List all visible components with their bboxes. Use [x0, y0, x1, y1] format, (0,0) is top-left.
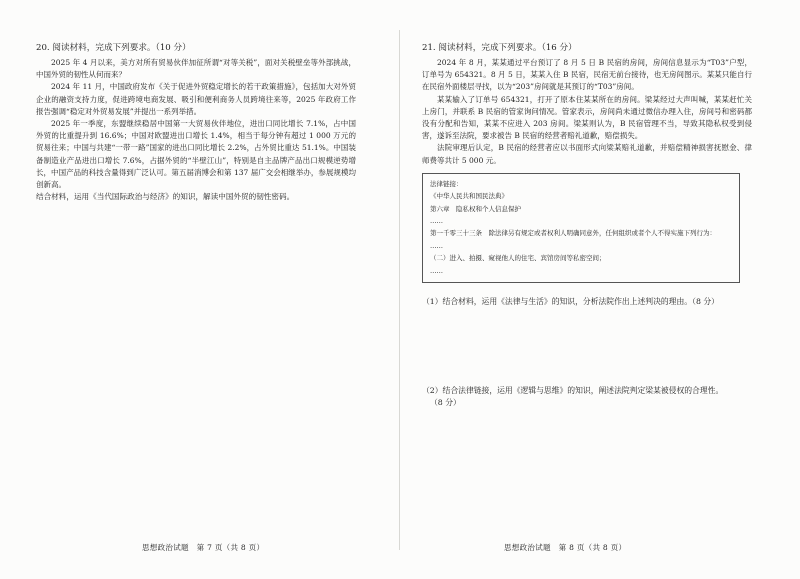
law-book-title: 《中华人民共和国民法典》	[430, 192, 508, 201]
paragraph: 2024 年 8 月，某某通过平台预订了 8 月 5 日 B 民宿的房间，房间信息显示为“T03”户型，订单号为 654321。8 月 5 日，某某入住 B 民宿，民宿无前台接待，也无房间图示。某某只能自行在民宿外面楼层寻找，以为“203”房间就是其预订的“T03”房间。	[422, 58, 752, 92]
paragraph: 2025 年 4 月以来，美方对所有贸易伙伴加征所谓“对等关税”，面对关税壁垒等外部挑战，中国外贸的韧性从何而来？	[36, 58, 356, 80]
law-ellipsis: ……	[430, 217, 443, 226]
page-footer-right: 思想政治试题 第 8 页（共 8 页）	[504, 543, 627, 552]
question-21	[422, 42, 752, 283]
law-box-title: 法律链接：	[430, 179, 463, 188]
law-ellipsis: ……	[430, 241, 443, 250]
right-page	[400, 0, 800, 579]
question-20-heading: 20. 阅读材料，完成下列要求。（10 分）	[36, 43, 191, 53]
question-21-heading: 21. 阅读材料，完成下列要求。（16 分）	[422, 43, 577, 53]
law-ellipsis: ……	[430, 266, 443, 275]
paragraph: 2024 年 11 月，中国政府发布《关于促进外贸稳定增长的若干政策措施》，包括加大对外贸企业的融资支持力度，促进跨境电商发展、吸引和便利商务人员跨境往来等，2025 年政府工作报告强调“稳定对外贸易发展”并提出一系列举措。	[36, 82, 356, 116]
paragraph: 2025 年一季度，东盟继续稳居中国第一大贸易伙伴地位，进出口同比增长 7.1%，占中国外贸的比重提升到 16.6%；中国对欧盟进出口增长 1.4%，相当于每分钟有超过 1 000 万元的贸易往来；中国与共建“一带一路”国家的进出口同比增长 2.2%，占外贸比重达 51.1%。中国装备制造业产品进出口增长 7.6%，占据外贸的“半壁江山”，特别是自主品牌产品出口规模逆势增长，中国产品的科技含量得到广泛认可。第五届消博会和第 137 届广交会相继举办，参展规模均创新高。	[36, 119, 356, 190]
sub-question-1	[422, 296, 752, 308]
sub-question-2-points: （8 分）	[430, 398, 461, 408]
sub-question-1-text: （1）结合材料，运用《法律与生活》的知识，分析法院作出上述判决的理由。（8 分）	[422, 297, 719, 306]
question-20-task: 结合材料，运用《当代国际政治与经济》的知识，解读中国外贸的韧性密码。	[36, 192, 295, 202]
law-article: 第一千零三十三条 除法律另有规定或者权利人明确同意外，任何组织或者个人不得实施下列行为：	[430, 229, 716, 238]
law-item: （二）进入、拍摄、窥视他人的住宅、宾馆房间等私密空间；	[430, 254, 606, 263]
paragraph: 法院审理后认定，B 民宿的经营者应以书面形式向梁某赔礼道歉，并赔偿精神损害抚慰金、律师费等共计 5 000 元。	[422, 143, 752, 165]
question-20	[36, 42, 356, 204]
law-chapter: 第六章 隐私权和个人信息保护	[430, 204, 521, 213]
sub-question-2-text: （2）结合法律链接，运用《逻辑与思维》的知识，阐述法院判定梁某被侵权的合理性。	[422, 386, 724, 395]
sub-question-2	[422, 385, 752, 410]
law-link-box	[422, 173, 740, 283]
paragraph: 某某输入了订单号 654321，打开了原本住某某所在的房间。梁某经过大声叫喊，某某赶忙关上房门，并联系 B 民宿的管家询问情况。管家表示，房间尚未通过微信办理入住，房间号和密码都没有分配和告知，某某不应进入 203 房间。梁某则认为，B 民宿管理不当，导致其隐私权受到侵害，遂诉至法院，要求被告 B 民宿的经营者赔礼道歉，赔偿损失。	[422, 94, 752, 141]
page-footer-left: 思想政治试题 第 7 页（共 8 页）	[142, 543, 265, 552]
